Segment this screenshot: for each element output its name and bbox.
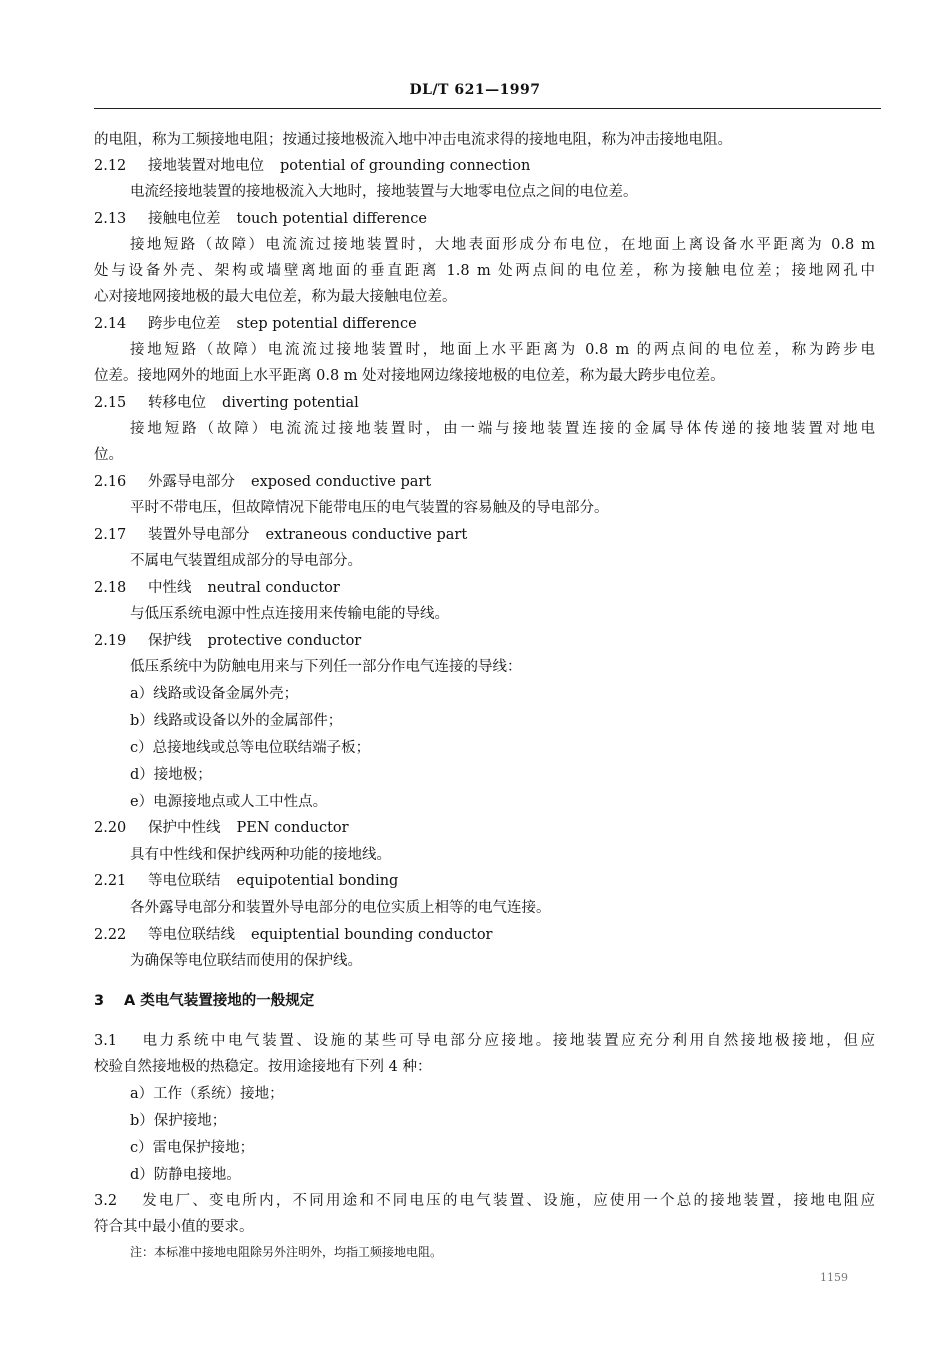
definition-2-13-line-2: 处与设备外壳、架构或墙壁离地面的垂直距离 1.8 m 处两点间的电位差，称为接触电位差；接地网孔中 [94, 263, 875, 279]
definition-2-15-line-1: 接地短路（故障）电流流过接地装置时，由一端与接地装置连接的金属导体传递的接地装置对地电 [130, 421, 875, 437]
section-number: 3 [94, 993, 105, 1009]
list-item: a）线路或设备金属外壳； [130, 686, 299, 702]
term-number: 2.17 [94, 527, 127, 543]
term-zh: 保护线 [148, 633, 192, 649]
paragraph-line: 的电阻，称为工频接地电阻；按通过接地极流入地中冲击电流求得的接地电阻，称为冲击接地电阻。 [94, 132, 732, 148]
list-item: b）线路或设备以外的金属部件； [130, 713, 343, 729]
definition-2-13-line-1: 接地短路（故障）电流流过接地装置时，大地表面形成分布电位，在地面上离设备水平距离为 0.8 m [130, 237, 875, 253]
term-en: equiptential bounding conductor [251, 927, 493, 943]
definition-2-14-line-1: 接地短路（故障）电流流过接地装置时，地面上水平距离为 0.8 m 的两点间的电位差，称为跨步电 [130, 342, 875, 358]
definition-2-21: 各外露导电部分和装置外导电部分的电位实质上相等的电气连接。 [130, 900, 551, 916]
section-heading-3 [94, 991, 314, 1011]
term-2-13 [94, 209, 427, 229]
term-zh: 跨步电位差 [148, 316, 221, 332]
term-en: protective conductor [207, 633, 362, 649]
term-2-17 [94, 525, 467, 545]
term-zh: 等电位联结线 [148, 927, 235, 943]
list-item: e）电源接地点或人工中性点。 [130, 794, 328, 810]
term-2-20 [94, 818, 349, 838]
header-rule [94, 108, 881, 109]
definition-2-17: 不属电气装置组成部分的导电部分。 [130, 553, 362, 569]
term-zh: 接触电位差 [148, 211, 221, 227]
page-number: 1159 [820, 1271, 848, 1284]
term-2-14 [94, 314, 417, 334]
term-number: 2.18 [94, 580, 127, 596]
clause-3-1-line-1 [94, 1031, 875, 1051]
term-2-18 [94, 578, 340, 598]
list-item: a）工作（系统）接地； [130, 1086, 284, 1102]
term-zh: 保护中性线 [148, 820, 221, 836]
term-number: 2.13 [94, 211, 127, 227]
term-en: exposed conductive part [251, 474, 432, 490]
list-item: c）总接地线或总等电位联结端子板； [130, 740, 371, 756]
definition-2-15-line-2: 位。 [94, 447, 123, 463]
definition-2-19: 低压系统中为防触电用来与下列任一部分作电气连接的导线： [130, 659, 522, 675]
list-item: d）接地极； [130, 767, 212, 783]
clause-text: 发电厂、变电所内，不同用途和不同电压的电气装置、设施，应使用一个总的接地装置，接地电阻应 [140, 1193, 875, 1209]
term-zh: 中性线 [148, 580, 192, 596]
term-number: 2.16 [94, 474, 127, 490]
definition-2-20: 具有中性线和保护线两种功能的接地线。 [130, 847, 391, 863]
term-2-15 [94, 393, 359, 413]
clause-3-2-line-2: 符合其中最小值的要求。 [94, 1219, 254, 1235]
term-zh: 转移电位 [148, 395, 206, 411]
definition-2-22: 为确保等电位联结而使用的保护线。 [130, 953, 362, 969]
term-number: 2.21 [94, 873, 127, 889]
term-en: neutral conductor [207, 580, 340, 596]
page-header: DL/T 621—1997 [409, 82, 541, 98]
term-en: potential of grounding connection [280, 158, 531, 174]
definition-2-13-line-3: 心对接地网接地极的最大电位差，称为最大接触电位差。 [94, 289, 457, 305]
term-number: 2.20 [94, 820, 127, 836]
list-item: c）雷电保护接地； [130, 1140, 255, 1156]
term-en: PEN conductor [236, 820, 349, 836]
term-number: 2.22 [94, 927, 127, 943]
definition-2-14-line-2: 位差。接地网外的地面上水平距离 0.8 m 处对接地网边缘接地极的电位差，称为最大跨步电位差。 [94, 368, 725, 384]
clause-3-1-line-2: 校验自然接地极的热稳定。按用途接地有下列 4 种： [94, 1059, 432, 1075]
term-number: 2.14 [94, 316, 127, 332]
term-zh: 装置外导电部分 [148, 527, 250, 543]
term-2-21 [94, 871, 398, 891]
term-number: 2.12 [94, 158, 127, 174]
term-zh: 等电位联结 [148, 873, 221, 889]
list-item: b）保护接地； [130, 1113, 227, 1129]
clause-number: 3.1 [94, 1033, 118, 1049]
term-en: diverting potential [222, 395, 359, 411]
term-en: extraneous conductive part [265, 527, 468, 543]
term-en: touch potential difference [236, 211, 427, 227]
term-en: step potential difference [236, 316, 417, 332]
clause-number: 3.2 [94, 1193, 118, 1209]
clause-3-2-line-1 [94, 1191, 875, 1211]
term-zh: 外露导电部分 [148, 474, 235, 490]
definition-2-12: 电流经接地装置的接地极流入大地时，接地装置与大地零电位点之间的电位差。 [130, 184, 638, 200]
note: 注：本标准中接地电阻除另外注明外，均指工频接地电阻。 [130, 1245, 443, 1259]
term-2-19 [94, 631, 361, 651]
term-number: 2.15 [94, 395, 127, 411]
definition-2-18: 与低压系统电源中性点连接用来传输电能的导线。 [130, 606, 449, 622]
term-2-12 [94, 156, 530, 176]
definition-2-16: 平时不带电压，但故障情况下能带电压的电气装置的容易触及的导电部分。 [130, 500, 609, 516]
term-number: 2.19 [94, 633, 127, 649]
term-zh: 接地装置对地电位 [148, 158, 264, 174]
term-en: equipotential bonding [236, 873, 399, 889]
term-2-22 [94, 925, 492, 945]
clause-text: 电力系统中电气装置、设施的某些可导电部分应接地。接地装置应充分利用自然接地极接地，但应 [140, 1033, 875, 1049]
list-item: d）防静电接地。 [130, 1167, 241, 1183]
section-title: A 类电气装置接地的一般规定 [124, 993, 315, 1009]
term-2-16 [94, 472, 431, 492]
